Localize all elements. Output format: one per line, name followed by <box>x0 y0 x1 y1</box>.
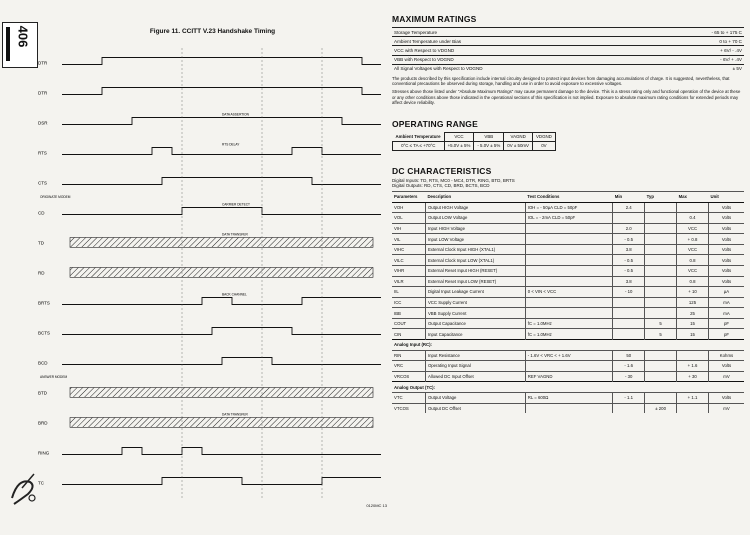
dc-column-header: Parameters <box>392 191 425 202</box>
max-rating-row <box>392 46 744 55</box>
dc-min: 3.8 <box>613 276 645 287</box>
max-rating-label: Ambient Temperature under Bias <box>392 37 648 46</box>
dc-row <box>392 308 744 319</box>
max-rating-value: ± 5V <box>648 64 744 73</box>
dc-symbol: COUT <box>392 318 425 329</box>
max-rating-label: All Signal Voltages with Respect to VDGND <box>392 64 648 73</box>
max-rating-label: Storage Temperature <box>392 28 648 37</box>
dc-column-header: Typ <box>645 191 677 202</box>
dc-min: - 0.5 <box>613 266 645 277</box>
dc-row <box>392 287 744 298</box>
dc-unit: Kohms <box>708 350 744 361</box>
max-ratings-title: MAXIMUM RATINGS <box>392 14 477 24</box>
timing-diagram <box>36 38 389 506</box>
dc-max <box>677 403 709 413</box>
dc-column-header: Min <box>613 191 645 202</box>
dc-symbol: CIN <box>392 329 425 340</box>
signal-waveform <box>62 358 381 365</box>
digital-outputs: Digital Outputs: RD, CTS, CD, BRD, BCTS, BCD <box>392 183 490 189</box>
signal-label: CTS <box>38 180 47 186</box>
dc-unit: Volts <box>708 244 744 255</box>
operating-range-title: OPERATING RANGE <box>392 118 478 129</box>
digital-inputs: Digital Inputs: TD, RTS, MC0 - MC4, DTR, RING, BTD, BRTS <box>392 177 515 183</box>
dc-row <box>392 297 744 308</box>
dc-max: VCC <box>677 266 709 277</box>
dc-row <box>392 244 744 255</box>
dc-typ <box>645 255 677 266</box>
operating-range-value: 0°C ≤ TA ≤ +70°C <box>393 141 445 150</box>
dc-description: VCC Supply Current <box>425 297 525 308</box>
dc-unit: Volts <box>708 361 744 372</box>
dc-unit: Volts <box>708 234 744 245</box>
dc-min <box>613 308 645 319</box>
dc-max: VCC <box>677 223 709 234</box>
dc-max: + 10 <box>677 287 709 298</box>
operating-range-value: 0V ± 50mV <box>504 141 533 150</box>
operating-range-header: Ambient Temperature <box>395 134 441 140</box>
signal-label: TC <box>38 480 44 486</box>
timing-diagram-figure <box>36 28 389 508</box>
dc-symbol: RIN <box>392 350 425 361</box>
signal-waveform <box>62 118 381 125</box>
dc-min <box>613 318 645 329</box>
dc-test-conditions: fC = 1.0MHz <box>525 329 612 340</box>
dc-row <box>392 266 744 277</box>
dc-max: 15 <box>677 318 709 329</box>
side-label: ORIGINATE MODEM <box>40 195 71 199</box>
signal-label: BTD <box>38 390 47 396</box>
data-band <box>70 388 373 398</box>
dc-description: External Clock Input HIGH (XTAL1) <box>425 244 525 255</box>
operating-range-header: VAGND <box>504 132 533 141</box>
dc-typ <box>645 371 677 382</box>
dc-characteristics-title: DC CHARACTERISTICS <box>392 165 492 176</box>
dc-characteristics-table <box>392 191 744 413</box>
dc-description: Input HIGH Voltage <box>425 223 525 234</box>
dc-symbol: VILR <box>392 276 425 287</box>
dc-typ <box>645 202 677 213</box>
dc-test-conditions: REF VAGND <box>525 371 612 382</box>
dc-section-title: Analog Output (TC): <box>392 382 744 393</box>
dc-min: 3.8 <box>613 244 645 255</box>
signal-waveform <box>62 478 381 485</box>
dc-description: External Reset Input LOW (RESET) <box>425 276 525 287</box>
operating-range-value: +5.0V ± 5% <box>444 141 474 150</box>
dc-typ: ± 200 <box>645 403 677 413</box>
max-rating-value: - 65 to + 175 C <box>648 28 744 37</box>
signal-annotation: DATA TRANSFER <box>222 412 248 417</box>
operating-range-value: - 5.0V ± 5% <box>474 141 504 150</box>
dc-unit: pF <box>708 318 744 329</box>
dc-section-title: Analog Input (RC): <box>392 340 744 351</box>
dc-max <box>677 350 709 361</box>
signal-label: RING <box>38 450 50 456</box>
dc-unit: Volts <box>708 223 744 234</box>
max-ratings-note-2: Stresses above those listed under "Absolute Maximum Ratings" may cause permanent damage to the device. This is a stress rating only and functional operation of the device at these or any other conditions above those indicated in the operational sections of this specification is not implied. Exposure to absolute maximum rating conditions for extended periods may affect device reliability. <box>392 89 741 105</box>
dc-unit: Volts <box>708 392 744 403</box>
dc-min <box>613 403 645 413</box>
dc-unit: Volts <box>708 276 744 287</box>
dc-typ <box>645 223 677 234</box>
spec-column <box>392 14 744 413</box>
max-ratings-table <box>392 27 744 73</box>
dc-symbol: IIL <box>392 287 425 298</box>
dc-symbol: IBB <box>392 308 425 319</box>
max-rating-value: 0 to + 70 C <box>648 37 744 46</box>
dc-unit: Volts <box>708 202 744 213</box>
dc-max: + 1.6 <box>677 361 709 372</box>
dc-max: 0.8 <box>677 276 709 287</box>
dc-symbol: ICC <box>392 297 425 308</box>
dc-min: 2.4 <box>613 202 645 213</box>
dc-min: - 10 <box>613 287 645 298</box>
dc-section-row <box>392 382 744 393</box>
max-rating-row <box>392 28 744 37</box>
max-rating-value: - 6V/ + .4V <box>648 55 744 64</box>
signal-waveform <box>62 298 381 305</box>
max-rating-value: + 6V/ - .4V <box>648 46 744 55</box>
dc-description: VBB Supply Current <box>425 308 525 319</box>
dc-min: - 0.5 <box>613 234 645 245</box>
dc-unit: Volts <box>708 266 744 277</box>
data-band <box>70 268 373 278</box>
dc-row <box>392 213 744 224</box>
dc-min: 50 <box>613 350 645 361</box>
signal-annotation: CARRIER DETECT <box>222 202 250 207</box>
dc-test-conditions <box>525 244 612 255</box>
dc-typ <box>645 392 677 403</box>
signal-label: BRTS <box>38 300 50 306</box>
dc-typ <box>645 244 677 255</box>
dc-max <box>677 202 709 213</box>
dc-row <box>392 234 744 245</box>
dc-min: - 30 <box>613 371 645 382</box>
dc-unit: Volts <box>708 213 744 224</box>
dc-test-conditions: IOH = - 50µA CLD = 50pF <box>525 202 612 213</box>
signal-annotation: DATA ASSERTION <box>222 112 249 117</box>
dc-typ <box>645 266 677 277</box>
dc-max: + 1.1 <box>677 392 709 403</box>
dc-max: + 30 <box>677 371 709 382</box>
dc-column-header: Max <box>677 191 709 202</box>
dc-symbol: VOH <box>392 202 425 213</box>
dc-typ <box>645 361 677 372</box>
dc-description: Output HIGH Voltage <box>425 202 525 213</box>
dc-max: VCC <box>677 244 709 255</box>
dc-row <box>392 361 744 372</box>
operating-range-header: VBB <box>474 132 504 141</box>
dc-min <box>613 329 645 340</box>
dc-min: - 1.1 <box>613 392 645 403</box>
dc-row <box>392 223 744 234</box>
signal-waveform <box>62 178 381 185</box>
dc-column-header: Description <box>425 191 525 202</box>
dc-symbol: VRC <box>392 361 425 372</box>
dc-unit: Volts <box>708 255 744 266</box>
dc-unit: mA <box>708 297 744 308</box>
dc-description: Output LOW Voltage <box>425 213 525 224</box>
max-rating-label: VBB with Respect to VDGND <box>392 55 648 64</box>
dc-row <box>392 371 744 382</box>
signal-waveform <box>62 328 381 335</box>
signal-waveform <box>62 88 381 95</box>
signal-annotation: DATA TRANSFER <box>222 232 248 237</box>
dc-test-conditions <box>525 403 612 413</box>
dc-row <box>392 403 744 413</box>
dc-test-conditions <box>525 276 612 287</box>
dc-typ <box>645 276 677 287</box>
dc-unit: mA <box>708 308 744 319</box>
dc-typ <box>645 308 677 319</box>
dc-row <box>392 202 744 213</box>
dc-row <box>392 318 744 329</box>
dc-symbol: VIHC <box>392 244 425 255</box>
dc-description: Operating Input Signal <box>425 361 525 372</box>
dc-symbol: VTC <box>392 392 425 403</box>
dc-symbol: VOL <box>392 213 425 224</box>
dc-symbol: VTCOS <box>392 403 425 413</box>
dc-typ: 5 <box>645 318 677 329</box>
max-ratings-note-1: The products described by this specification include internal circuitry designed to protect input devices from damaging accumulations of charge. It is suggested, nevertheless, that conventional precautions be observed during storage, handling and use in order to avoid exposure to excessive voltages. <box>392 75 730 87</box>
dc-symbol: VIHR <box>392 266 425 277</box>
dc-test-conditions <box>525 266 612 277</box>
dc-description: Input Capacitance <box>425 329 525 340</box>
page-number-tab <box>2 22 38 68</box>
signal-label: BRD <box>38 420 48 426</box>
dc-description: Output Voltage <box>425 392 525 403</box>
dc-symbol: VRCOS <box>392 371 425 382</box>
max-rating-row <box>392 64 744 73</box>
signal-label: DTR <box>38 60 48 66</box>
max-rating-label: VCC with Respect to VDGND <box>392 46 648 55</box>
signal-waveform <box>62 208 381 215</box>
dc-test-conditions: 0 < VIN < VCC <box>525 287 612 298</box>
dc-test-conditions <box>525 297 612 308</box>
dc-test-conditions: fC = 1.0MHz <box>525 318 612 329</box>
page-number: 406 <box>15 25 31 48</box>
dc-description: External Clock Input LOW (XTAL1) <box>425 255 525 266</box>
operating-range-value: 0V <box>532 141 555 150</box>
figure-title: Figure 11. CCITT V.23 Handshake Timing <box>149 28 276 35</box>
dc-description: Output Capacitance <box>425 318 525 329</box>
dc-symbol: VIL <box>392 234 425 245</box>
dc-test-conditions: - 1.6V < VRC < + 1.6V <box>525 350 612 361</box>
dc-test-conditions <box>525 255 612 266</box>
figure-code: 0120MC 13 <box>366 503 387 508</box>
signal-waveform <box>62 448 381 455</box>
dc-unit: µA <box>708 287 744 298</box>
max-rating-row <box>392 37 744 46</box>
dc-description: Allowed DC Input Offset <box>425 371 525 382</box>
dc-row <box>392 255 744 266</box>
dc-typ <box>645 234 677 245</box>
data-band <box>70 238 373 248</box>
max-rating-row <box>392 55 744 64</box>
dc-typ <box>645 350 677 361</box>
dc-column-header: Unit <box>708 191 744 202</box>
dc-section-row <box>392 340 744 351</box>
dc-min <box>613 297 645 308</box>
data-band <box>70 418 373 428</box>
dc-test-conditions: IOL = - 2mA CLD = 50pF <box>525 213 612 224</box>
dc-row <box>392 329 744 340</box>
signal-label: RTS <box>38 150 47 156</box>
signal-label: CD <box>38 210 45 216</box>
dc-max: 0.8 <box>677 255 709 266</box>
operating-range-table <box>392 132 556 151</box>
dc-max: 25 <box>677 308 709 319</box>
dc-row <box>392 350 744 361</box>
signal-annotation: BACK CHANNEL <box>222 292 247 297</box>
dc-min: - 0.5 <box>613 255 645 266</box>
dc-test-conditions <box>525 308 612 319</box>
dc-min <box>613 213 645 224</box>
dc-max: 15 <box>677 329 709 340</box>
side-label: ANSWER MODEM <box>40 375 68 379</box>
dc-description: External Reset Input HIGH (RESET) <box>425 266 525 277</box>
signal-annotation: RTS DELAY <box>222 142 240 147</box>
signal-label: TD <box>38 240 44 246</box>
signal-label: RD <box>38 270 45 276</box>
signal-label: BCTS <box>38 330 51 336</box>
signal-waveform <box>62 148 381 155</box>
operating-range-header: VDGND <box>532 132 555 141</box>
dc-symbol: VIH <box>392 223 425 234</box>
dc-unit: pF <box>708 329 744 340</box>
dc-test-conditions: RL = 600Ω <box>525 392 612 403</box>
dc-column-header: Test Conditions <box>525 191 612 202</box>
dc-max: 125 <box>677 297 709 308</box>
dc-row <box>392 392 744 403</box>
dc-unit: mV <box>708 403 744 413</box>
dc-min: 2.0 <box>613 223 645 234</box>
operating-range-header: VCC <box>444 132 474 141</box>
tab-bar <box>6 27 10 61</box>
dc-max: 0.4 <box>677 213 709 224</box>
dc-row <box>392 276 744 287</box>
dc-description: Digital Input Leakage Current <box>425 287 525 298</box>
signal-label: DSR <box>38 120 48 126</box>
dc-min: - 1.6 <box>613 361 645 372</box>
dc-test-conditions <box>525 361 612 372</box>
signal-waveform <box>62 58 381 65</box>
dc-max: + 0.8 <box>677 234 709 245</box>
dc-unit: mV <box>708 371 744 382</box>
dc-test-conditions <box>525 223 612 234</box>
dc-test-conditions <box>525 234 612 245</box>
dc-typ <box>645 213 677 224</box>
dc-description: Output DC Offset <box>425 403 525 413</box>
dc-description: Input LOW Voltage <box>425 234 525 245</box>
dc-typ <box>645 297 677 308</box>
dc-description: Input Resistance <box>425 350 525 361</box>
dc-typ: 5 <box>645 329 677 340</box>
dc-typ <box>645 287 677 298</box>
signal-label: DTR <box>38 90 48 96</box>
dc-symbol: VILC <box>392 255 425 266</box>
signal-label: BCD <box>38 360 48 366</box>
